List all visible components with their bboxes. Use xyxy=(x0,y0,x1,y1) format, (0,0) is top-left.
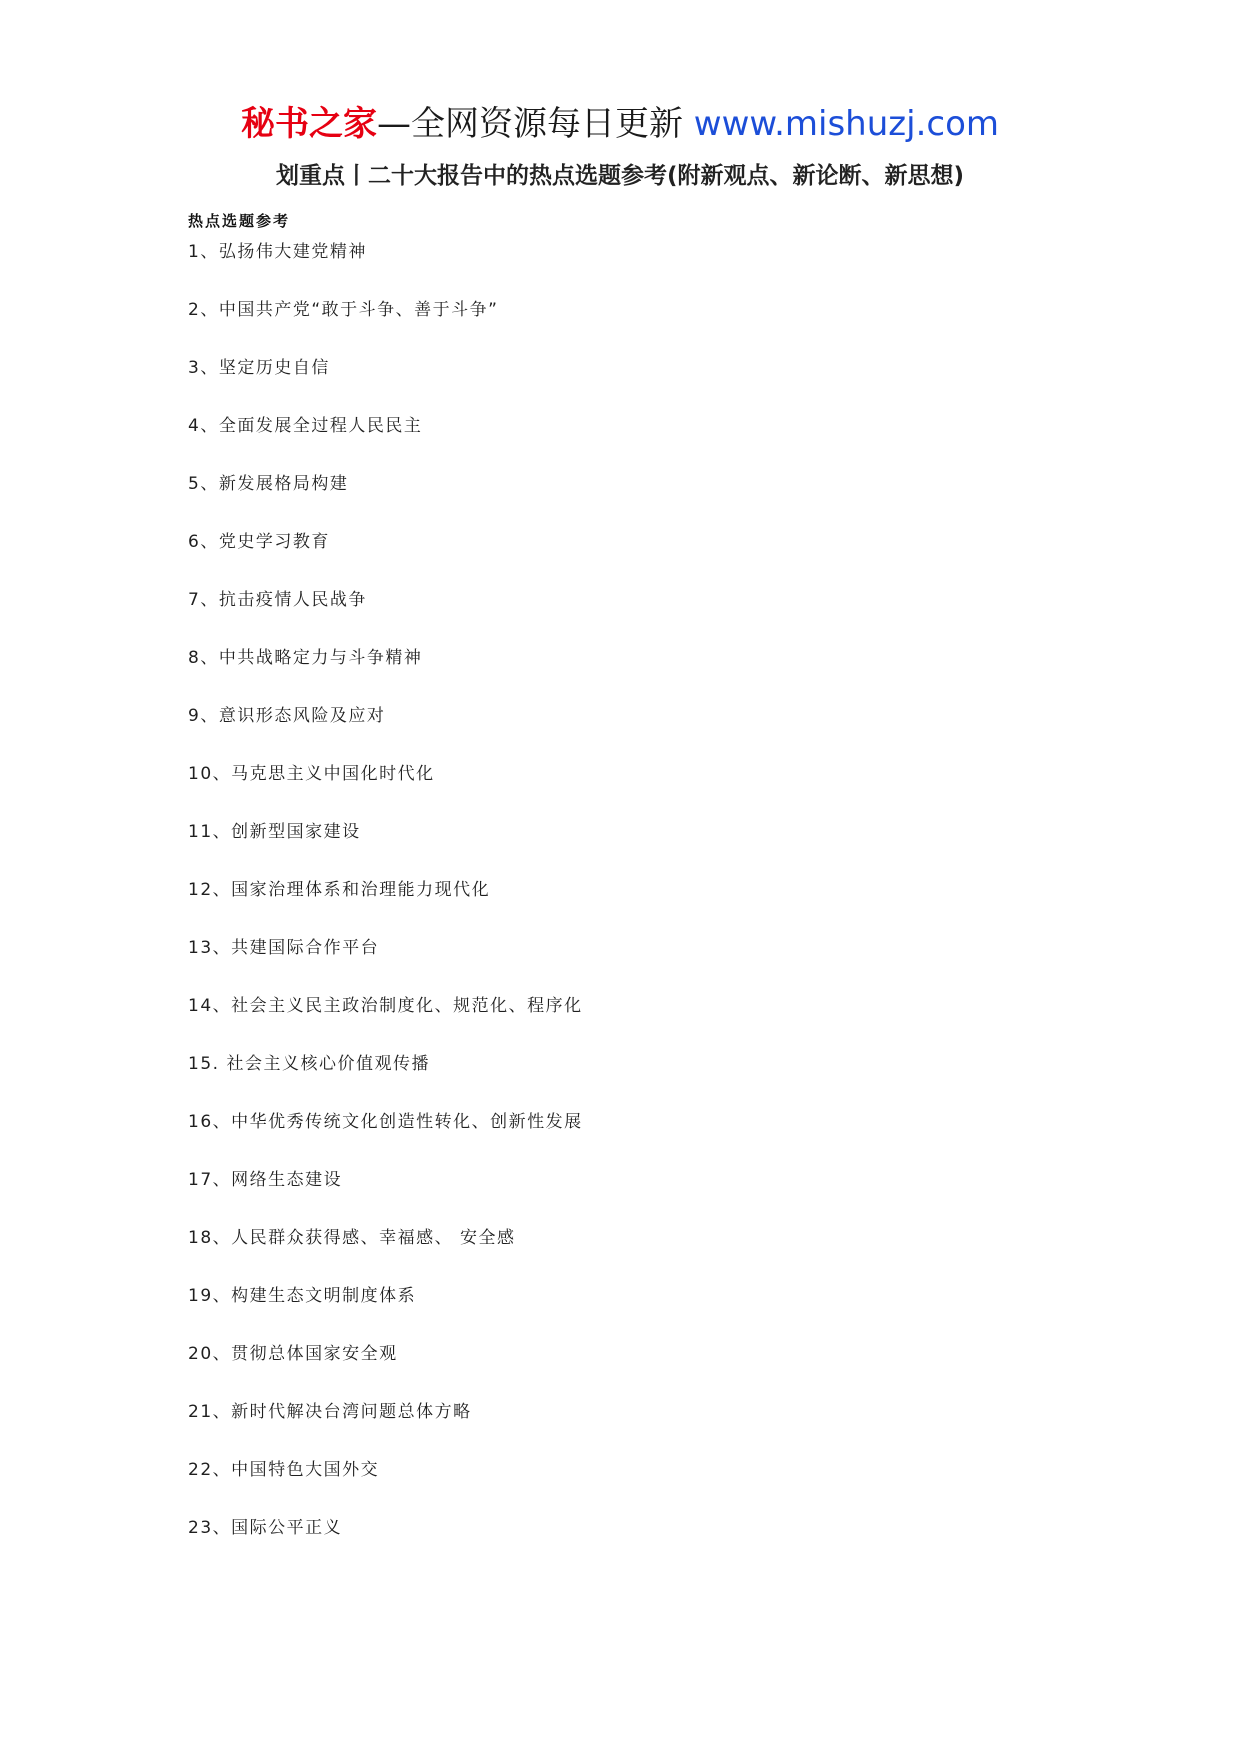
document-title: 划重点丨二十大报告中的热点选题参考(附新观点、新论断、新思想) xyxy=(275,163,965,189)
topic-list xyxy=(188,240,583,1574)
topic-item: 14、社会主义民主政治制度化、规范化、程序化 xyxy=(188,996,583,1016)
topic-item: 4、全面发展全过程人民民主 xyxy=(188,416,423,436)
topic-item: 23、国际公平正义 xyxy=(188,1518,343,1538)
topic-item: 13、共建国际合作平台 xyxy=(188,938,380,958)
topic-item: 6、党史学习教育 xyxy=(188,532,330,552)
brand-name: 秘书之家 xyxy=(240,104,377,144)
topic-item: 16、中华优秀传统文化创造性转化、创新性发展 xyxy=(188,1112,583,1132)
page-header xyxy=(0,100,1240,148)
topic-item: 2、中国共产党“敢于斗争、善于斗争” xyxy=(188,300,499,320)
topic-item: 1、弘扬伟大建党精神 xyxy=(188,242,367,262)
topic-item: 19、构建生态文明制度体系 xyxy=(188,1286,417,1306)
topic-item: 9、意识形态风险及应对 xyxy=(188,706,386,726)
topic-item: 17、网络生态建设 xyxy=(188,1170,343,1190)
topic-item: 15. 社会主义核心价值观传播 xyxy=(188,1054,430,1074)
site-url-link[interactable]: www.mishuzj.com xyxy=(693,104,999,144)
topic-item: 11、创新型国家建设 xyxy=(188,822,361,842)
topic-item: 20、贯彻总体国家安全观 xyxy=(188,1344,398,1364)
topic-item: 12、国家治理体系和治理能力现代化 xyxy=(188,880,491,900)
topic-item: 5、新发展格局构建 xyxy=(188,474,349,494)
topic-item: 8、中共战略定力与斗争精神 xyxy=(188,648,423,668)
topic-item: 7、抗击疫情人民战争 xyxy=(188,590,367,610)
topic-item: 21、新时代解决台湾问题总体方略 xyxy=(188,1402,472,1422)
topic-item: 10、马克思主义中国化时代化 xyxy=(188,764,435,784)
topic-item: 18、人民群众获得感、幸福感、 安全感 xyxy=(188,1228,516,1248)
topic-item: 3、坚定历史自信 xyxy=(188,358,330,378)
header-tagline: —全网资源每日更新 xyxy=(376,104,683,144)
topic-item: 22、中国特色大国外交 xyxy=(188,1460,380,1480)
section-heading: 热点选题参考 xyxy=(188,212,291,230)
